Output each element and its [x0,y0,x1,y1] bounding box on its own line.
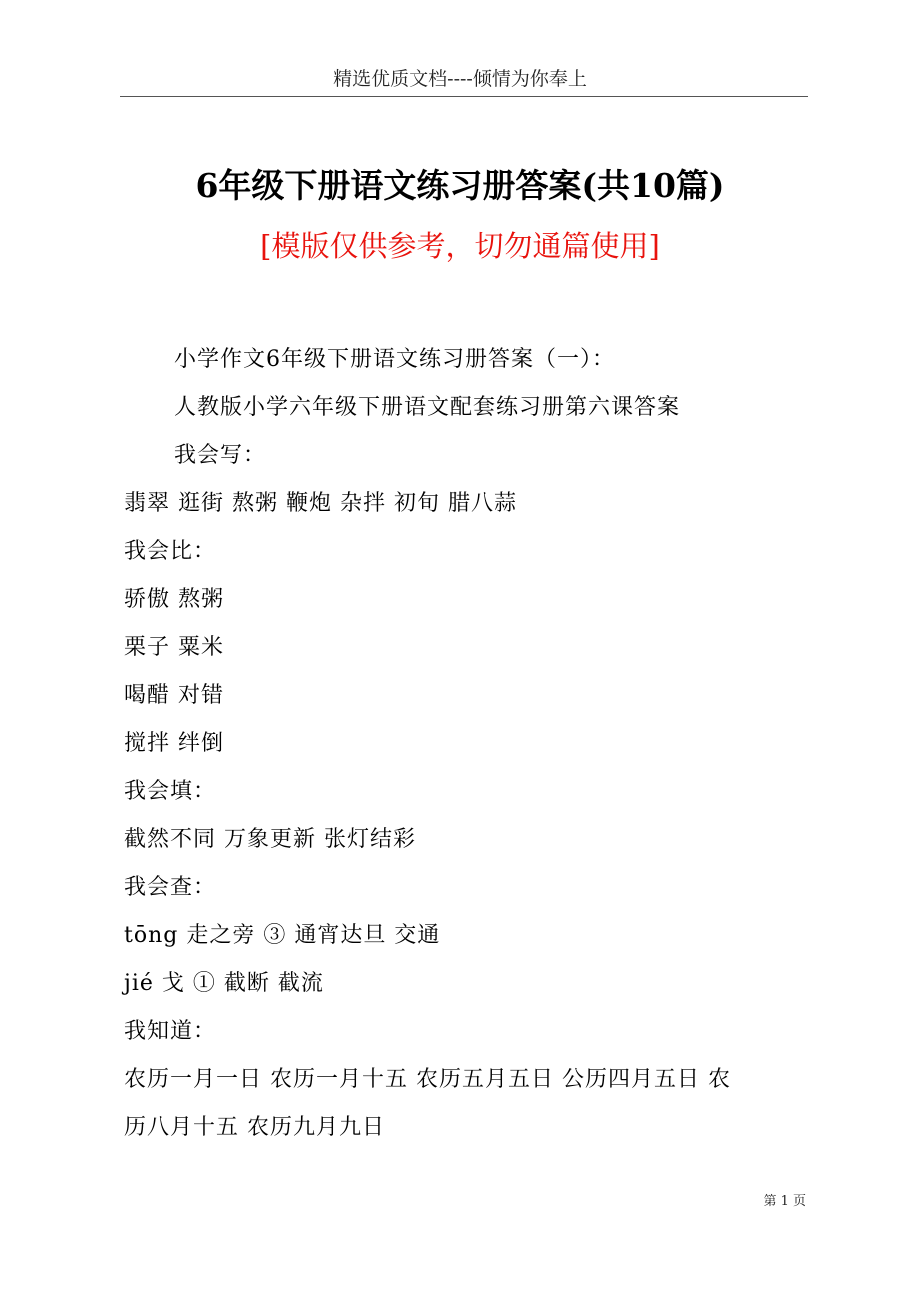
answer-line: jié 戈 ① 截断 截流 [124,971,324,996]
document-subtitle: [模版仅供参考，切勿通篇使用] [260,229,660,263]
answer-line: 翡翠 逛街 熬粥 鞭炮 杂拌 初旬 腊八蒜 [124,491,517,516]
header-divider [120,96,808,97]
exercise-label-lookup: 我会查： [124,875,217,900]
document-body [124,336,804,1152]
answer-line: 骄傲 熬粥 [124,587,224,612]
answer-line: 喝醋 对错 [124,683,224,708]
exercise-label-compare: 我会比： [124,539,217,564]
exercise-label-write: 我会写： [174,443,267,468]
answer-line: tōng 走之旁 ③ 通宵达旦 交通 [124,923,441,948]
page-number: 第 1 页 [763,1194,806,1209]
page-header: 精选优质文档----倾情为你奉上 [333,68,587,90]
answer-line: 栗子 粟米 [124,635,224,660]
answer-line: 截然不同 万象更新 张灯结彩 [124,827,416,852]
exercise-label-know: 我知道： [124,1019,217,1044]
answer-line: 农历一月一日 农历一月十五 农历五月五日 公历四月五日 农 [124,1067,731,1092]
answer-line: 历八月十五 农历九月九日 [124,1115,385,1140]
exercise-label-fill: 我会填： [124,779,217,804]
answer-line: 搅拌 绊倒 [124,731,224,756]
section-heading: 小学作文6年级下册语文练习册答案（一）： [174,347,615,372]
document-title: 6年级下册语文练习册答案(共10篇) [195,166,725,205]
lesson-heading: 人教版小学六年级下册语文配套练习册第六课答案 [174,395,681,420]
